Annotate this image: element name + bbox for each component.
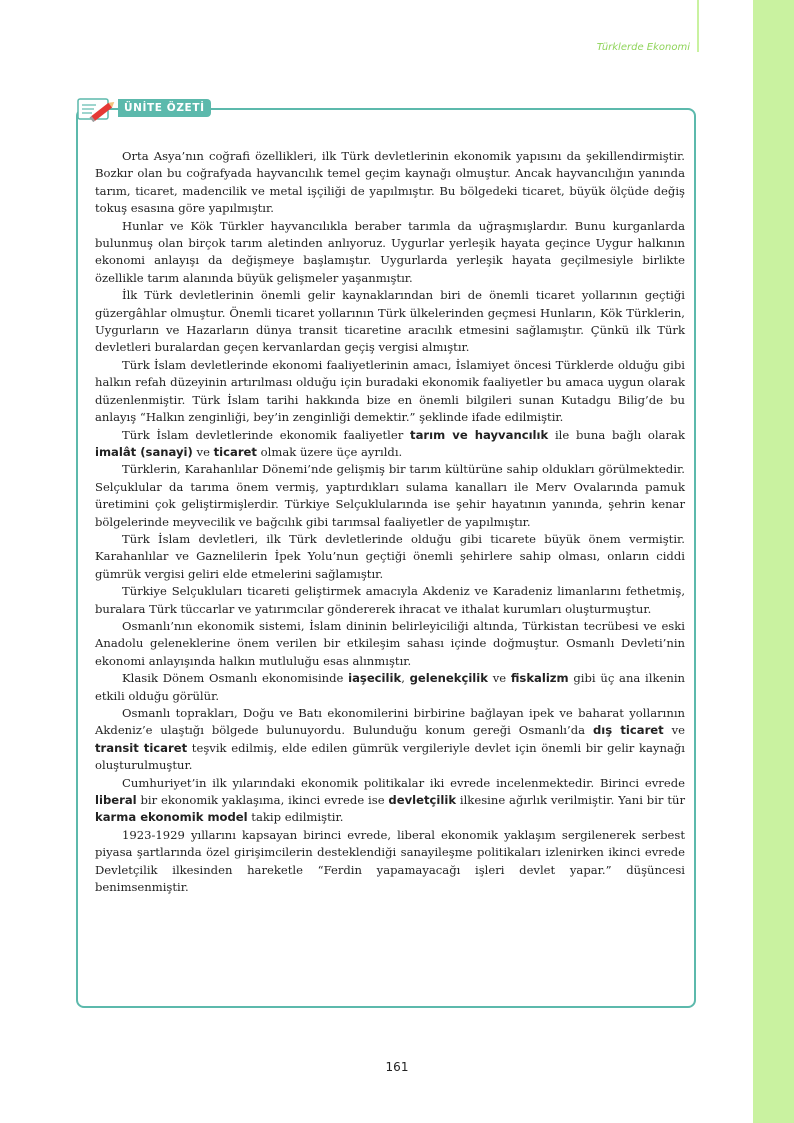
paragraph-text: Türk İslam devletlerinde ekonomi faaliyetlerinin amacı, İslamiyet öncesi Türklerde olduğu gibi halkın refah düzeyinin artırılması olduğu için buradaki ekonomik faaliyetler bu amaca uygun olarak düzenlenmiştir. Türk İslam tarihi hakkında bize en önemli bilgileri sunan Kutadgu Bilig’de bu anlayış “Halkın zenginliği, bey’in zenginliği demektir.” şeklinde ifade edilmiştir. — [95, 357, 685, 425]
paragraph-text: İlk Türk devletlerinin önemli gelir kaynaklarından biri de önemli ticaret yollarının geçtiği güzergâhlar olmuştur. Önemli ticaret yollarının Türk ülkelerinden geçmesi Hunların, Kök Türklerin, Uygurların ve Hazarların dünya transit ticaretine aracılık etmesini sağlamıştır. Çünkü ilk Türk devletleri buralardan geçen kervanlardan geçiş vergisi almıştır. — [95, 288, 685, 355]
summary-paragraph — [95, 583, 685, 618]
summary-paragraph — [95, 775, 685, 827]
paragraph-text: Cumhuriyet’in ilk yılarındaki ekonomik politikalar iki evrede incelenmektedir. Birinci evrede — [122, 775, 685, 790]
summary-paragraph — [95, 531, 685, 583]
key-term: gelenekçilik — [409, 671, 488, 686]
summary-paragraph — [95, 461, 685, 531]
paragraph-text: teşvik edilmiş, elde edilen gümrük vergileriyle devlet için önemli bir gelir kaynağı oluşturulmuştur. — [95, 740, 685, 773]
paragraph-text: 1923-1929 yıllarını kapsayan birinci evrede, liberal ekonomik yaklaşım sergilenerek serbest piyasa şartlarında özel girişimcilerin desteklendiği sanayileşme politikaları izlenirken ikinci evrede Devletçilik ilkesinden hareketle “Ferdin yapamayacağı işleri devlet yapar.” düşüncesi benimsenmiştir. — [95, 827, 685, 895]
side-color-strip — [753, 0, 794, 1123]
paragraph-text: Türk İslam devletleri, ilk Türk devletlerinde olduğu gibi ticarete büyük önem vermiştir. Karahanlılar ve Gaznelilerin İpek Yolu’nun geçtiği önemli şehirlere sahip olması, onların ciddi gümrük vergisi geliri elde etmelerini sağlamıştır. — [95, 531, 685, 581]
key-term: ticaret — [213, 444, 257, 459]
paragraph-text: Klasik Dönem Osmanlı ekonomisinde — [122, 671, 349, 686]
key-term: tarım ve hayvancılık — [410, 427, 549, 442]
paragraph-text: Türk İslam devletlerinde ekonomik faaliyetler — [122, 427, 411, 442]
summary-text — [95, 148, 685, 896]
unit-summary-label: ÜNİTE ÖZETİ — [118, 99, 211, 117]
paragraph-text: Türklerin, Karahanlılar Dönemi’nde gelişmiş bir tarım kültürüne sahip oldukları görülmektedir. Selçuklular da tarıma önem vermiş, yaptırdıkları sulama kanalları ile Merv Ovalarında pamuk üretimini çok geliştirmişlerdir. Türkiye Selçuklularında ise şehir hayatının yanında, şehrin kenar bölgelerinde meyvecilik ve bağcılık gibi tarımsal faaliyetler de yapılmıştır. — [95, 462, 685, 529]
paragraph-text: ve — [487, 671, 511, 686]
summary-paragraph — [95, 618, 685, 670]
paragraph-text: Osmanlı toprakları, Doğu ve Batı ekonomilerini birbirine bağlayan ipek ve baharat yollarının Akdeniz’e ulaştığı bölgede bulunuyordu. Bulunduğu konum gereği Osmanlı’da — [95, 706, 685, 738]
paragraph-text: Hunlar ve Kök Türkler hayvancılıkla beraber tarımla da uğraşmışlardır. Bunu kurganlarda bulunmuş olan birçok tarım aletinden anlıyoruz. Uygurlar yerleşik hayata geçince Uygur halkının ekonomi anlayışı da değişmeye başlamıştır. Uygurlarda yerleşik hayata geçilmesiyle birlikte özellikle tarım alanında büyük gelişmeler yaşanmıştır. — [95, 218, 685, 285]
key-term: transit ticaret — [95, 740, 188, 755]
key-term: karma ekonomik model — [95, 810, 248, 825]
paragraph-text: ve — [192, 444, 214, 459]
page-number: 161 — [385, 1060, 409, 1074]
paragraph-text: , — [401, 671, 410, 686]
paragraph-text: takip edilmiştir. — [247, 810, 344, 825]
summary-paragraph — [95, 357, 685, 427]
summary-paragraph — [95, 670, 685, 705]
key-term: imalât (sanayi) — [95, 444, 193, 459]
key-term: devletçilik — [388, 793, 457, 808]
header-rule — [697, 0, 699, 52]
summary-paragraph — [95, 827, 685, 897]
key-term: liberal — [95, 793, 137, 808]
paragraph-text: gibi üç ana ilkenin etkili olduğu görülür. — [95, 671, 685, 703]
paragraph-text: Osmanlı’nın ekonomik sistemi, İslam dininin belirleyiciliği altında, Türkistan tecrübesi ve eski Anadolu geleneklerine önem verilen bir etkileşim sahası içinde doğmuştur. Osmanlı Devleti’nin ekonomi anlayışında halkın mutluluğu esas alınmıştır. — [95, 618, 685, 668]
paragraph-text: ilkesine ağırlık verilmiştir. Yani bir tür — [456, 793, 685, 808]
summary-paragraph — [95, 427, 685, 462]
pencil-notebook-icon — [76, 96, 118, 122]
summary-paragraph — [95, 287, 685, 357]
running-title: Türklerde Ekonomi — [596, 42, 690, 53]
key-term: fiskalizm — [510, 671, 569, 686]
key-term: iaşecilik — [348, 671, 402, 686]
paragraph-text: ve — [663, 723, 686, 738]
summary-paragraph — [95, 148, 685, 218]
paragraph-text: bir ekonomik yaklaşıma, ikinci evrede ise — [136, 793, 389, 808]
summary-paragraph — [95, 705, 685, 775]
key-term: dış ticaret — [592, 723, 664, 738]
paragraph-text: ile buna bağlı olarak — [548, 427, 685, 442]
paragraph-text: Orta Asya’nın coğrafi özellikleri, ilk Türk devletlerinin ekonomik yapısını da şekillendirmiştir. Bozkır olan bu coğrafyada hayvancılık temel geçim kaynağı olmuştur. Ancak hayvancılığın yanında tarım, ticaret, madencilik ve metal işçiliği de yapılmıştır. Bu bölgedeki ticaret, büyük ölçüde değiş tokuş esasına göre yapılmıştır. — [95, 149, 685, 216]
paragraph-text: olmak üzere üçe ayrıldı. — [256, 444, 403, 459]
summary-paragraph — [95, 218, 685, 288]
paragraph-text: Türkiye Selçukluları ticareti geliştirmek amacıyla Akdeniz ve Karadeniz limanlarını fethetmiş, buralara Türk tüccarlar ve yatırımcılar göndererek ihracat ve ithalat kurumları oluşturmuştur. — [95, 584, 685, 616]
